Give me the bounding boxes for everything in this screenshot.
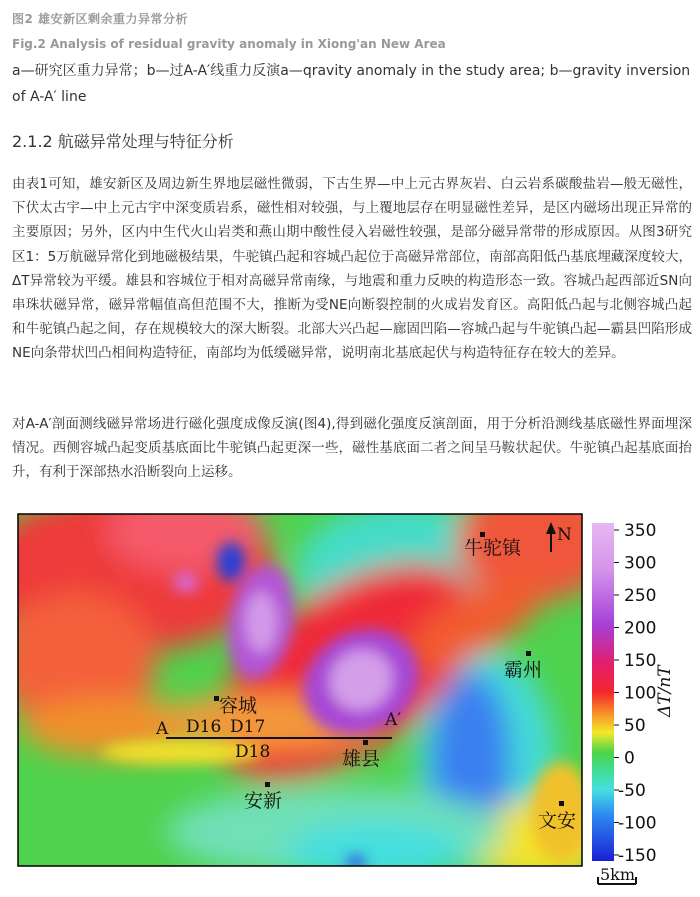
place-wenan: 文安	[538, 810, 577, 832]
aeromagnetic-anomaly-figure	[16, 512, 680, 888]
scale-bar	[598, 865, 636, 884]
well-d17: D17	[230, 717, 266, 737]
paragraph-2: 对A-A′剖面测线磁异常场进行磁化强度成像反演(图4),得到磁化强度反演剖面，用于分析沿测线基底磁性界面埋深情况。西侧容城凸起变质基底面比牛驼镇凸起更深一些，磁性基底面二者之间呈马鞍状起伏。牛驼镇凸起基底面抬升，有利于深部热水沿断裂向上运移。	[12, 416, 692, 481]
aeromagnetic-map-svg	[16, 512, 680, 888]
place-bazhou: 霸州	[504, 659, 543, 681]
colorbar-tick-label: 50	[624, 716, 646, 736]
profile-start-label: A	[156, 719, 169, 739]
scale-label: 5km	[600, 865, 636, 884]
well-d18: D18	[235, 742, 271, 762]
colorbar-gradient	[592, 523, 614, 861]
place-rongcheng: 容城	[219, 695, 258, 717]
colorbar-tick-label: -150	[618, 846, 657, 866]
colorbar-tick-label: 350	[624, 521, 657, 541]
anomaly-map	[16, 512, 616, 882]
colorbar-tick-label: 0	[624, 748, 635, 769]
wenan-marker	[559, 801, 564, 806]
colorbar-tick-label: 100	[624, 683, 657, 704]
place-niutuo: 牛驼镇	[464, 537, 522, 559]
colorbar-label: ΔT/nT	[655, 665, 675, 717]
colorbar	[592, 521, 675, 866]
anxin-marker	[265, 782, 270, 787]
profile-end-label: A′	[385, 710, 402, 730]
place-xiongxian: 雄县	[342, 748, 381, 770]
figure-caption-cn: 图2 雄安新区剩余重力异常分析	[12, 12, 189, 26]
colorbar-tick-label: 200	[624, 618, 657, 639]
colorbar-tick-label: 250	[624, 586, 657, 606]
colorbar-ticks	[614, 521, 657, 866]
colorbar-tick-label: 150	[624, 651, 657, 671]
well-d16: D16	[186, 717, 222, 737]
section-heading: 2.1.2 航磁异常处理与特征分析	[12, 132, 234, 151]
paragraph-1: 由表1可知，雄安新区及周边新生界地层磁性微弱，下古生界—中上元古界灰岩、白云岩系碳酸盐岩—般无磁性，下伏太古宇—中上元古宇中深变质岩系，磁性相对较强，与上覆地层存在明显磁性差异，是区内磁场出现正异常的主要原因；另外，区内中生代火山岩类和燕山期中酸性侵入岩磁性较强，是部分磁异常带的形成原因。从图3研究区1：5万航磁异常化到地磁极结果，牛驼镇凸起和容城凸起位于高磁异常部位，南部高阳低凸基底埋藏深度较大，ΔT异常较为平缓。雄县和容城位于相对高磁异常南缘，与地震和重力反映的构造形态一致。容城凸起西部近SN向串珠状磁异常，磁异常幅值高但范围不大，推断为受NE向断裂控制的火成岩发育区。高阳低凸起与北侧容城凸起和牛驼镇凸起之间，存在规模较大的深大断裂。北部大兴凸起—廊固凹陷—容城凸起与牛驼镇凸起—霸县凹陷形成NE向条带状凹凸相间构造特征，南部均为低缓磁异常，说明南北基底起伏与构造特征存在较大的差异。	[12, 176, 692, 362]
colorbar-tick-label: 300	[624, 553, 657, 574]
colorbar-tick-label: -50	[618, 781, 646, 801]
place-anxin: 安新	[244, 790, 283, 812]
figure-caption-en: Fig.2 Analysis of residual gravity anomaly in Xiong'an New Area	[12, 37, 446, 51]
xiongxian-marker	[363, 740, 368, 745]
bazhou-marker	[526, 651, 531, 656]
figure-subcaption: a—研究区重力异常；b—过A-A′线重力反演a—qravity anomaly in the study area; b—gravity inversion of A-A′ line	[12, 63, 691, 105]
north-label: N	[557, 525, 572, 545]
colorbar-tick-label: -100	[618, 813, 657, 834]
